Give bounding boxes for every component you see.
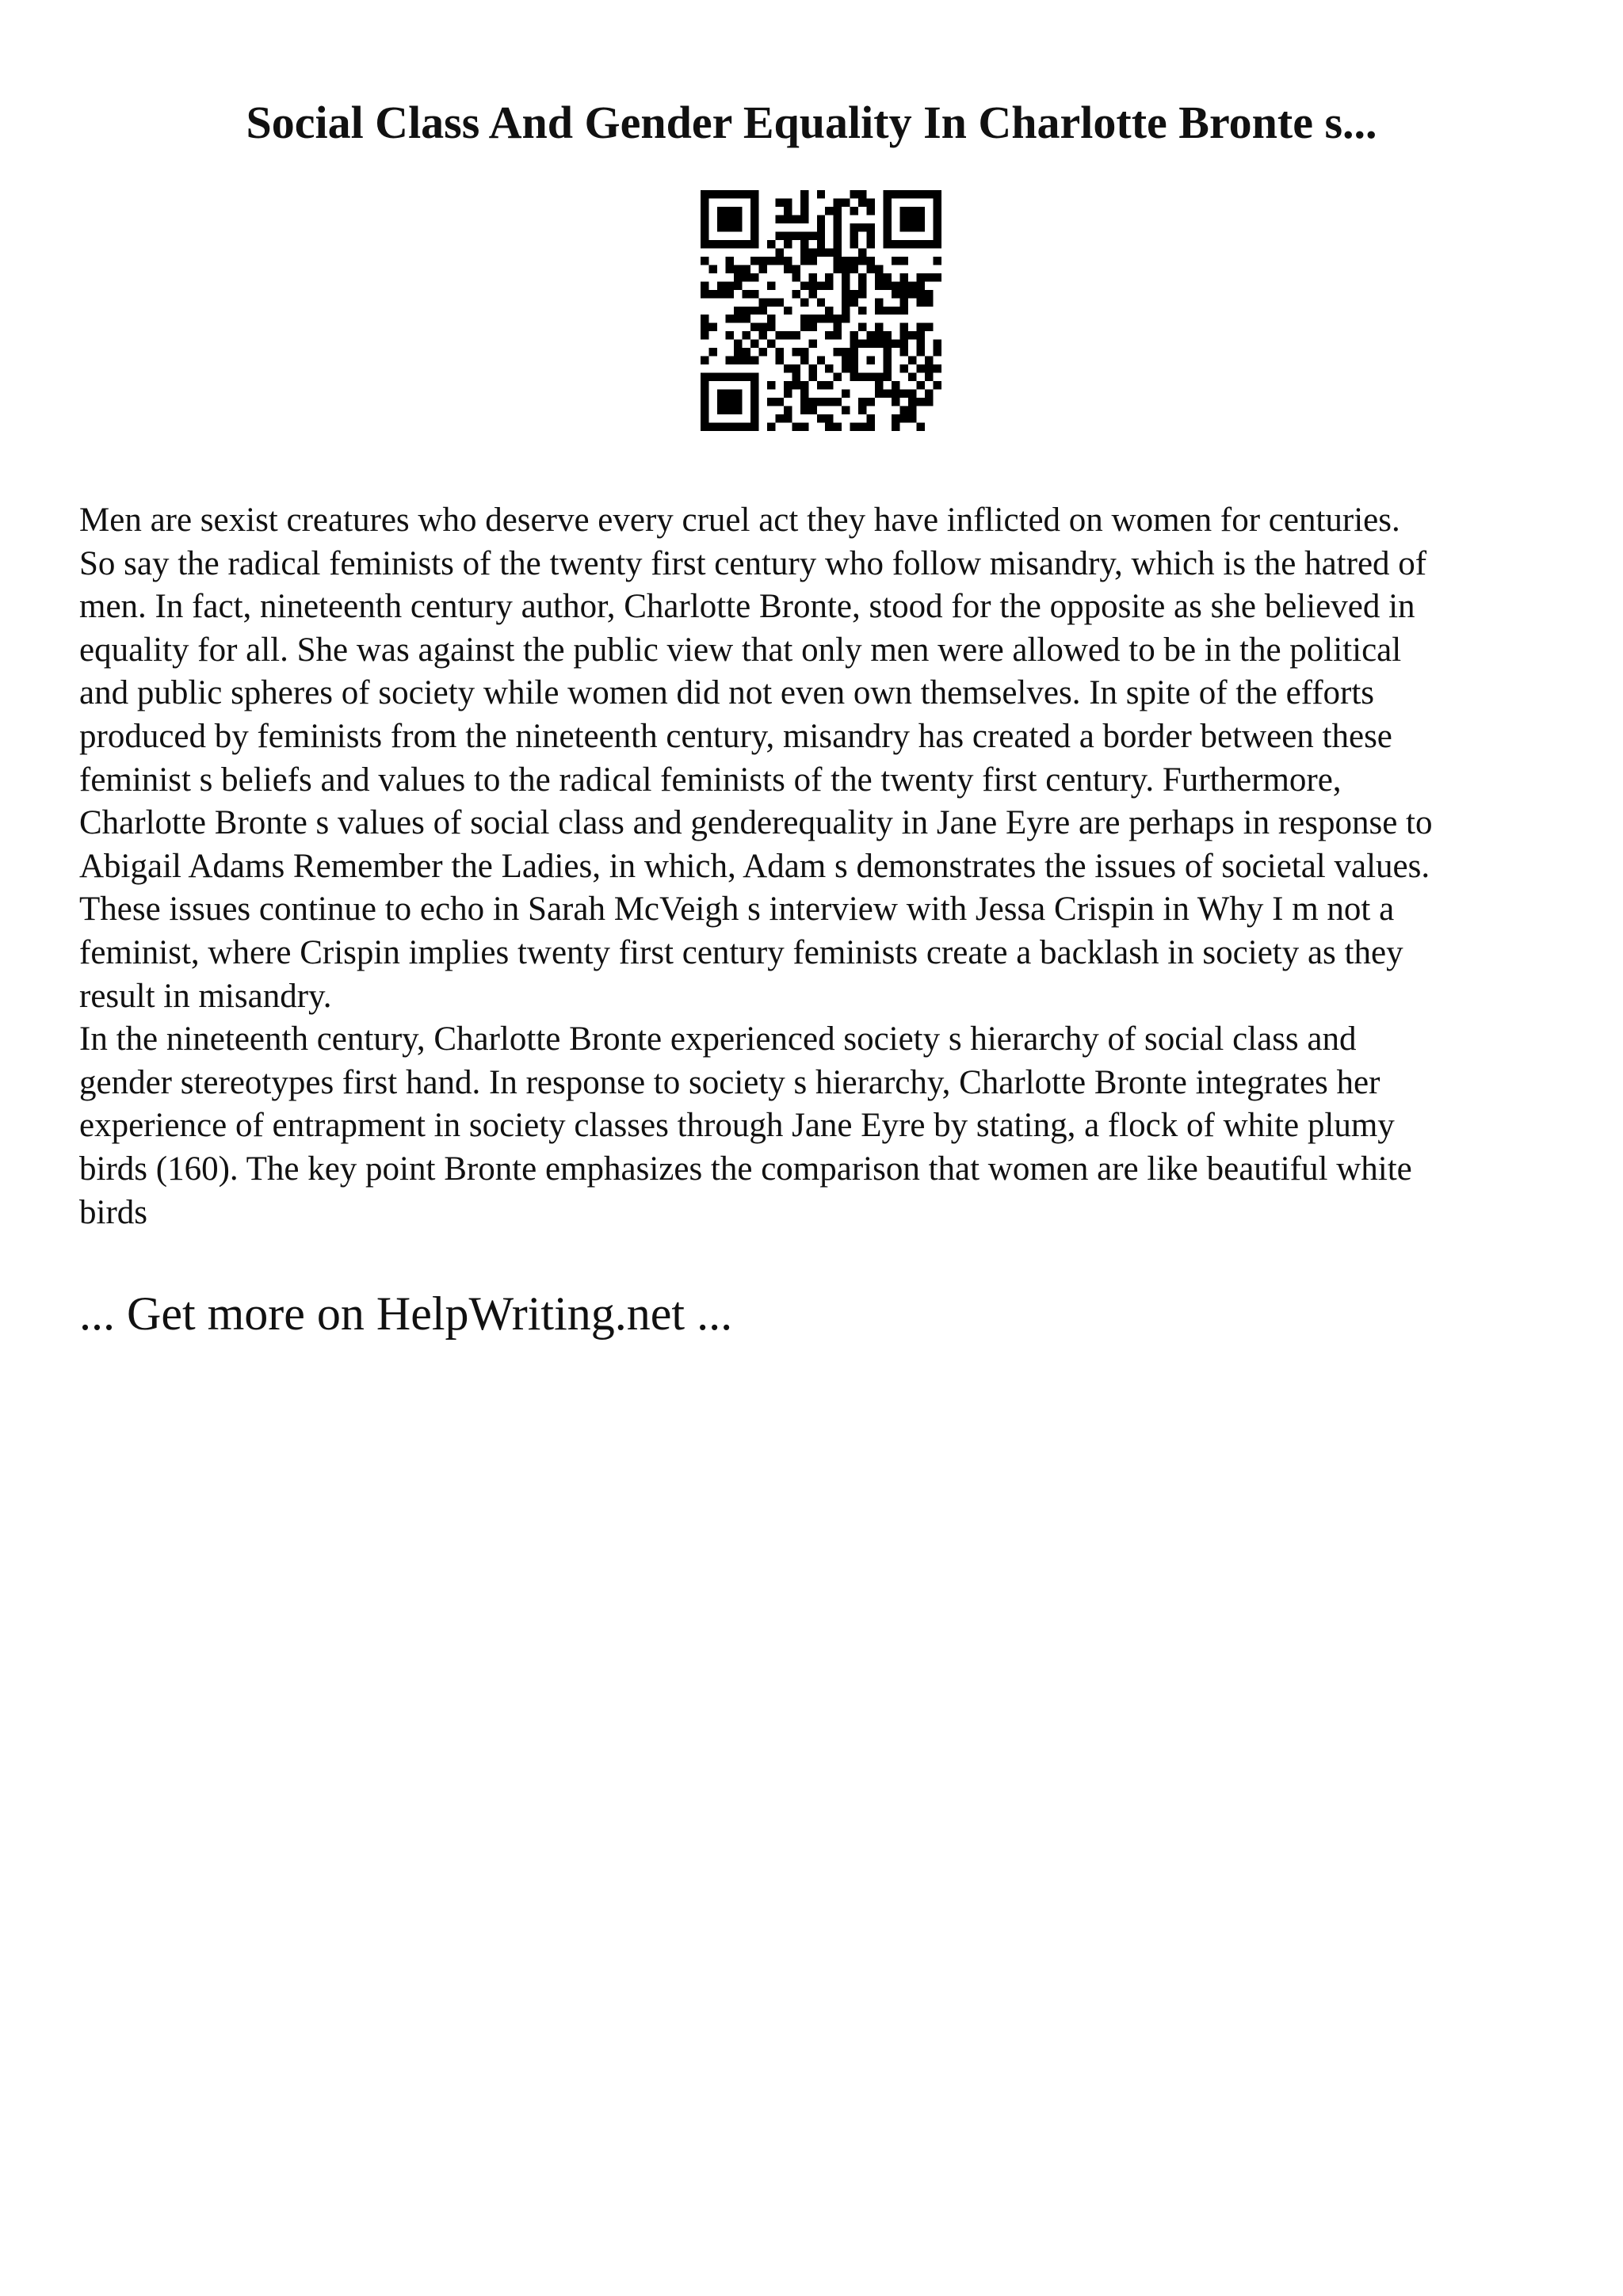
- essay-body: [79, 499, 1569, 1234]
- qr-code-icon: [701, 190, 941, 431]
- get-more-link[interactable]: ... Get more on HelpWriting.net ...: [79, 1287, 733, 1340]
- essay-paragraph-2: In the nineteenth century, Charlotte Bronte experienced society s hierarchy of social class and gender stereotypes first hand. In response to society s hierarchy, Charlotte Bronte integrates her experience of entrapment in society classes through Jane Eyre by stating, a flock of white plumy birds (160). The key point Bronte emphasizes the comparison that women are like beautiful white birds: [79, 1020, 1412, 1231]
- page-title: Social Class And Gender Equality In Charlotte Bronte s...: [246, 97, 1377, 148]
- essay-paragraph-1: Men are sexist creatures who deserve every cruel act they have inflicted on women for centuries. So say the radical feminists of the twenty first century who follow misandry, which is the hatred of men. In fact, nineteenth century author, Charlotte Bronte, stood for the opposite as she believed in equality for all. She was against the public view that only men were allowed to be in the political and public spheres of society while women did not even own themselves. In spite of the efforts produced by feminists from the nineteenth century, misandry has created a border between these feminist s beliefs and values to the radical feminists of the twenty first century. Furthermore, Charlotte Bronte s values of social class and genderequality in Jane Eyre are perhaps in response to Abigail Adams Remember the Ladies, in which, Adam s demonstrates the issues of societal values. These issues continue to echo in Sarah McVeigh s interview with Jessa Crispin in Why I m not a feminist, where Crispin implies twenty first century feminists create a backlash in society as they result in misandry.: [79, 502, 1433, 1015]
